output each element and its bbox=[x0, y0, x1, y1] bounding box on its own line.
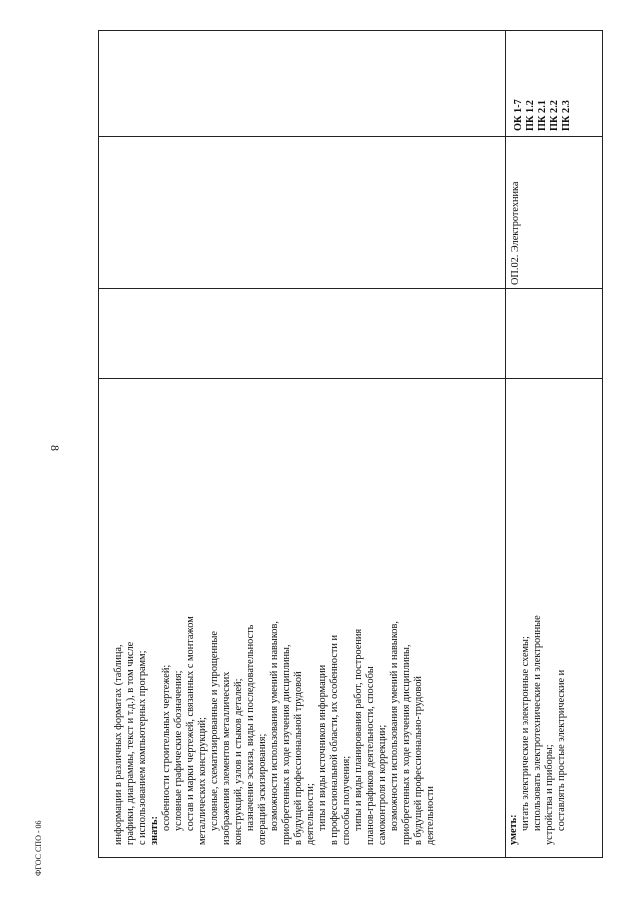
section-heading-skills: уметь: bbox=[508, 814, 519, 845]
text-line: возможности использования умений и навыков, bbox=[269, 621, 280, 831]
discipline-title: ОП.02. Электротехника bbox=[510, 181, 521, 285]
table-row-divider bbox=[98, 136, 603, 137]
text-line: самоконтроля и коррекции; bbox=[377, 724, 388, 845]
table-row-divider bbox=[98, 288, 603, 289]
text-line: типы и виды планирования работ, построения bbox=[353, 628, 364, 831]
text-line: металлических конструкций; bbox=[197, 717, 208, 845]
text-line: информации в различных форматах (таблица, bbox=[113, 644, 124, 845]
table-column-divider bbox=[505, 30, 506, 858]
text-line: приобретенных в ходе изучения дисциплины, bbox=[281, 644, 292, 845]
text-line: устройства и приборы; bbox=[544, 744, 555, 845]
text-line: условные, схематизированные и упрощенные bbox=[209, 631, 220, 831]
competency-code: ПК 2.3 bbox=[561, 100, 572, 131]
text-line: особенности строительных чертежей; bbox=[161, 664, 172, 831]
text-line: приобретенных в ходе изучения дисциплины, bbox=[401, 644, 412, 845]
text-line: графики, диаграммы, текст и т.д.), в том числе bbox=[125, 641, 136, 845]
text-line: планов-графиков деятельности, способы bbox=[365, 666, 376, 845]
footer-code: ФГОС СПО - 06 bbox=[34, 820, 43, 876]
text-line: типы и виды источников информации bbox=[317, 664, 328, 831]
knowledge-block bbox=[113, 485, 437, 845]
text-line: возможности использования умений и навыков, bbox=[389, 621, 400, 831]
text-line: условные графические обозначения; bbox=[173, 670, 184, 831]
table-row-divider bbox=[98, 378, 603, 379]
section-heading-know: знать: bbox=[149, 816, 160, 845]
text-line: деятельности bbox=[425, 786, 436, 845]
text-line: конструкций, узлов и стыков деталей; bbox=[233, 678, 244, 845]
text-line: использовать электротехнические и электронные bbox=[532, 615, 543, 831]
competency-code: ОК 1-7 bbox=[513, 99, 524, 131]
competency-code: ПК 2.1 bbox=[537, 100, 548, 131]
text-line: с использованием компьютерных программ; bbox=[137, 650, 148, 845]
competency-codes bbox=[513, 99, 573, 131]
text-line: в будущей профессионально-трудовой bbox=[413, 676, 424, 845]
text-line: операций эскизирования; bbox=[257, 733, 268, 845]
text-line: деятельности; bbox=[305, 783, 316, 845]
text-line: изображения элементов металлических bbox=[221, 671, 232, 845]
text-line: способы получения; bbox=[341, 755, 352, 845]
skills-block bbox=[508, 485, 568, 845]
text-line: назначение эскиза, виды и последовательность bbox=[245, 624, 256, 831]
competency-code: ПК 1.2 bbox=[525, 100, 536, 131]
text-line: в профессиональной области, их особенности и bbox=[329, 635, 340, 845]
text-line: читать электрические и электронные схемы; bbox=[520, 636, 531, 831]
text-line: в будущей профессиональной трудовой bbox=[293, 671, 304, 845]
competency-code: ПК 2.2 bbox=[549, 100, 560, 131]
text-line: составлять простые электрические и bbox=[556, 669, 567, 831]
text-line: состав и марки чертежей, связанных с монтажом bbox=[185, 616, 196, 831]
page-number: 8 bbox=[48, 445, 62, 451]
